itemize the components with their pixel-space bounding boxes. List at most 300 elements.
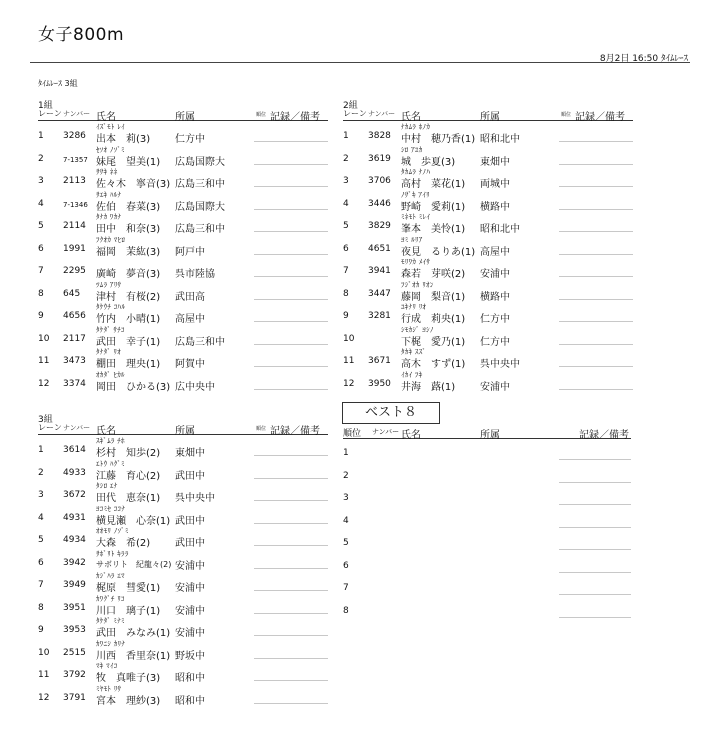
page-title: 女子800m: [38, 25, 125, 45]
athlete-name: 棚田 理央(1): [96, 359, 161, 370]
athlete-name: 大森 希(2): [96, 538, 151, 549]
heat-header: [38, 422, 328, 435]
record-line: [559, 141, 633, 142]
record-line: [254, 209, 328, 210]
affiliation: 安浦中: [175, 605, 205, 617]
entry-row: [38, 145, 328, 168]
name-kana: ｼﾓｶｼﾞ ﾖｼﾉ: [401, 325, 434, 334]
bib-number: 3446: [368, 198, 391, 209]
name-kana: ﾖﾐ ﾙﾘｱ: [401, 235, 423, 244]
affiliation: 呉市陸協: [175, 269, 215, 280]
record-line: [559, 594, 631, 595]
name-kana: ﾐﾈﾓﾄ ﾐﾚｲ: [401, 213, 431, 221]
entry-row: [343, 190, 633, 213]
bib-number: 4933: [63, 467, 86, 478]
name-kana: ﾅｶﾑﾗ ﾎﾉｶ: [401, 123, 431, 131]
header-rank: 順位: [256, 426, 267, 432]
entry-row: [38, 325, 328, 348]
name-kana: ﾂﾑﾗ ｱﾘｻ: [96, 280, 122, 289]
entry-row: [38, 549, 328, 572]
athlete-name: 福岡 茉紘(3): [96, 246, 161, 258]
bib-number: 3374: [63, 378, 86, 389]
affiliation: 横路中: [480, 201, 510, 213]
athlete-name: 宮本 理紗(3): [96, 695, 161, 707]
record-line: [559, 504, 631, 505]
best8-row: [343, 555, 631, 578]
athlete-name: 江藤 育心(2): [96, 470, 161, 482]
name-kana: ﾀﾅﾀﾞ ﾘｵ: [96, 348, 122, 356]
bib-number: 7-1357: [63, 155, 88, 164]
bib-number: 3619: [368, 153, 391, 164]
lane-number: 2: [38, 467, 44, 478]
bib-number: 2295: [63, 266, 86, 276]
record-line: [254, 276, 328, 277]
name-kana: ｶｼﾞﾊﾗ ｴﾏ: [96, 572, 125, 580]
entry-row: [38, 526, 328, 549]
bib-number: 3829: [368, 221, 391, 231]
athlete-name: 城 歩夏(3): [401, 156, 456, 168]
record-line: [254, 455, 328, 456]
entry-row: [38, 370, 328, 393]
name-kana: ﾐﾔﾓﾄ ﾘｻ: [96, 684, 122, 693]
record-line: [559, 572, 631, 573]
best8-row: [343, 442, 631, 465]
header-record: 記録／備考: [270, 112, 320, 123]
athlete-name: 川口 璃子(1): [96, 605, 161, 617]
athlete-name: 森若 芽咲(2): [401, 269, 466, 280]
athlete-name: 津村 有桜(2): [96, 291, 161, 303]
affiliation: 安浦中: [480, 381, 510, 393]
lane-number: 10: [38, 333, 50, 344]
name-kana: ﾀｼﾛ ｴﾅ: [96, 482, 118, 490]
heat-block: [38, 98, 328, 398]
record-line: [254, 141, 328, 142]
athlete-name: 武田 みなみ(1): [96, 628, 171, 639]
record-line: [559, 366, 633, 367]
name-kana: ﾀﾅｶ ﾜｶﾅ: [96, 213, 122, 221]
record-line: [254, 703, 328, 704]
bib-number: 3941: [368, 266, 391, 276]
header-rank: 順位: [343, 429, 362, 439]
entry-row: [38, 504, 328, 527]
bib-number: 3953: [63, 625, 86, 635]
entry-row: [38, 190, 328, 213]
lane-number: 9: [343, 311, 349, 321]
record-line: [559, 459, 631, 460]
record-line: [254, 478, 328, 479]
entry-row: [38, 481, 328, 504]
athlete-name: 佐伯 春菜(3): [96, 201, 161, 213]
lane-number: 6: [343, 243, 349, 254]
header-name: 氏名: [401, 112, 421, 123]
heat-block: [343, 98, 633, 398]
header-record: 記録／備考: [270, 426, 320, 437]
affiliation: 広島三和中: [175, 224, 225, 235]
lane-number: 10: [343, 333, 355, 344]
name-kana: ﾏｷ ﾏｲｺ: [96, 662, 118, 670]
affiliation: 広島国際大: [175, 156, 225, 168]
lane-number: 5: [343, 221, 349, 231]
bib-number: 3706: [368, 176, 391, 186]
affiliation: 東畑中: [480, 156, 510, 168]
affiliation: 武田中: [175, 515, 205, 527]
bib-number: 4934: [63, 535, 86, 545]
lane-number: 5: [38, 221, 44, 231]
entry-row: [38, 167, 328, 190]
athlete-name: 佐々木 寧音(3): [96, 179, 171, 190]
rank-number: 5: [343, 538, 349, 548]
athlete-name: 出本 莉(3): [96, 134, 151, 145]
athlete-name: 高村 菜花(1): [401, 179, 466, 190]
record-line: [254, 254, 328, 255]
name-kana: ｽｷﾞﾑﾗ ﾁﾎ: [96, 437, 125, 445]
entry-row: [38, 616, 328, 639]
athlete-name: 行成 莉央(1): [401, 314, 466, 325]
bib-number: 3951: [63, 602, 86, 613]
header-affiliation: 所属: [480, 112, 500, 123]
best8-row: [343, 532, 631, 555]
entry-row: [343, 235, 633, 258]
header-number: ナンバー: [63, 110, 91, 118]
affiliation: 東畑中: [175, 448, 205, 459]
affiliation: 広中央中: [175, 381, 215, 393]
entry-row: [343, 212, 633, 235]
athlete-name: 田中 和奈(3): [96, 224, 161, 235]
record-line: [254, 658, 328, 659]
affiliation: 仁方中: [175, 134, 205, 145]
header-number: ナンバー: [372, 428, 400, 436]
entry-row: [38, 212, 328, 235]
entry-row: [38, 302, 328, 325]
bib-number: 645: [63, 288, 81, 299]
header-affiliation: 所属: [480, 430, 500, 441]
name-kana: ｵｶﾀﾞ ﾋｶﾙ: [96, 370, 125, 379]
bib-number: 2515: [63, 647, 86, 658]
name-kana: ﾓﾘﾜｶ ﾒｲｻ: [401, 258, 431, 266]
bib-number: 3672: [63, 490, 86, 500]
heat-label: 3組: [38, 415, 53, 425]
heat-header: [38, 108, 328, 121]
record-line: [559, 482, 631, 483]
record-line: [254, 500, 328, 501]
record-line: [559, 231, 633, 232]
name-kana: ﾀｶｷ ｽｽﾞ: [401, 348, 427, 356]
record-line: [254, 299, 328, 300]
athlete-name: 杉村 知歩(2): [96, 448, 161, 459]
affiliation: 武田中: [175, 470, 205, 482]
name-kana: ﾉｻﾞｷ ｱｲﾘ: [401, 190, 430, 199]
lane-number: 2: [343, 153, 349, 164]
entry-row: [343, 280, 633, 303]
bib-number: 2113: [63, 176, 86, 186]
record-line: [559, 254, 633, 255]
heat-block: [38, 412, 328, 712]
bib-number: 3473: [63, 356, 86, 366]
affiliation: 広島三和中: [175, 179, 225, 190]
rank-number: 1: [343, 448, 349, 458]
header-lane: レーン: [38, 109, 62, 118]
athlete-name: 野崎 愛莉(1): [401, 201, 466, 213]
name-kana: ｾｿｵ ﾉｿﾞﾐ: [96, 145, 125, 154]
name-kana: ﾀｹﾀﾞ ﾐﾅﾐ: [96, 617, 125, 625]
header-record: 記録／備考: [575, 112, 625, 123]
athlete-name: 下梶 愛乃(1): [401, 336, 466, 348]
header-number: ナンバー: [368, 110, 396, 118]
best8-row: [343, 600, 631, 623]
lane-number: 8: [343, 288, 349, 299]
athlete-name: 竹内 小晴(1): [96, 314, 161, 325]
name-kana: ｵｵﾓﾘ ﾉｿﾞﾐ: [96, 527, 129, 535]
header-rank: 順位: [256, 112, 267, 118]
lane-number: 6: [38, 243, 44, 254]
entry-row: [38, 684, 328, 707]
best8-row: [343, 465, 631, 488]
record-line: [254, 635, 328, 636]
entry-row: [343, 370, 633, 393]
lane-number: 10: [38, 647, 50, 658]
rank-number: 7: [343, 583, 349, 593]
bib-number: 3792: [63, 670, 86, 680]
athlete-name: 峯本 美怜(1): [401, 224, 466, 235]
affiliation: 武田高: [175, 291, 205, 303]
affiliation: 安浦中: [175, 583, 205, 594]
affiliation: 昭和中: [175, 695, 205, 707]
header-affiliation: 所属: [175, 426, 195, 437]
bib-number: 3949: [63, 580, 86, 590]
header-name: 氏名: [96, 426, 116, 437]
athlete-name: 横見瀬 心奈(1): [96, 515, 171, 527]
name-kana: ﾌｸｵｶ ﾏﾋﾛ: [96, 235, 126, 244]
name-kana: ﾖｺﾐｾ ｺｺﾅ: [96, 504, 126, 513]
bib-number: 2114: [63, 221, 86, 231]
athlete-name: 武田 幸子(1): [96, 336, 161, 348]
lane-number: 11: [343, 356, 355, 366]
lane-number: 1: [343, 131, 349, 141]
entry-row: [343, 325, 633, 348]
entry-row: [343, 302, 633, 325]
lane-number: 1: [38, 445, 44, 455]
header-rule: [30, 62, 690, 63]
affiliation: 高屋中: [480, 246, 510, 258]
entry-row: [38, 257, 328, 280]
affiliation: 阿戸中: [175, 246, 205, 258]
bib-number: 3950: [368, 378, 391, 389]
affiliation: 呉中央中: [175, 493, 215, 504]
bib-number: 3286: [63, 131, 86, 141]
record-line: [254, 568, 328, 569]
affiliation: 高屋中: [175, 314, 205, 325]
best8-header: [343, 426, 631, 439]
entry-row: [38, 235, 328, 258]
affiliation: 昭和北中: [480, 134, 520, 145]
record-line: [559, 186, 633, 187]
bib-number: 3828: [368, 131, 391, 141]
entry-row: [38, 122, 328, 145]
record-line: [254, 545, 328, 546]
lane-number: 12: [343, 378, 355, 389]
entry-row: [343, 257, 633, 280]
athlete-name: 廣崎 夢音(3): [96, 269, 161, 280]
record-line: [254, 389, 328, 390]
athlete-name: 高木 すず(1): [401, 359, 466, 370]
affiliation: 仁方中: [480, 314, 510, 325]
bib-number: 3791: [63, 692, 86, 703]
name-kana: ｼﾛ ｱﾕｶ: [401, 145, 423, 154]
name-kana: ﾀｹﾀﾞ ｻﾁｺ: [96, 325, 125, 334]
bib-number: 3614: [63, 445, 86, 455]
affiliation: 安浦中: [480, 269, 510, 280]
header-name: 氏名: [401, 430, 421, 441]
bib-number: 7-1346: [63, 200, 88, 209]
affiliation: 安浦中: [175, 560, 205, 572]
athlete-name: 妹尾 望美(1): [96, 156, 161, 168]
bib-number: 3942: [63, 557, 86, 568]
lane-number: 6: [38, 557, 44, 568]
bib-number: 3671: [368, 356, 391, 366]
athlete-name: 夜見 るりあ(1): [401, 246, 476, 258]
header-name: 氏名: [96, 112, 116, 123]
record-line: [254, 366, 328, 367]
name-kana: ﾀｶﾑﾗ ﾅﾉﾊ: [401, 168, 431, 176]
athlete-name: 川西 香里奈(1): [96, 650, 171, 662]
entry-row: [343, 145, 633, 168]
lane-number: 3: [343, 176, 349, 186]
bib-number: 4651: [368, 243, 391, 254]
rank-number: 4: [343, 515, 349, 526]
record-line: [254, 321, 328, 322]
heat-label: 2組: [343, 101, 358, 111]
bib-number: 4656: [63, 311, 86, 321]
athlete-name: 岡田 ひかる(3): [96, 381, 171, 393]
best8-row: [343, 510, 631, 533]
lane-number: 12: [38, 378, 50, 389]
lane-number: 2: [38, 153, 44, 164]
name-kana: ｲｽﾞﾓﾄ ﾚｲ: [96, 123, 125, 131]
athlete-name: 井海 蕗(1): [401, 381, 456, 393]
heat-header: [343, 108, 633, 121]
header-rank: 順位: [561, 112, 572, 118]
entry-row: [38, 639, 328, 662]
bib-number: 2117: [63, 333, 86, 344]
record-line: [254, 231, 328, 232]
name-kana: ｻｴｷ ﾊﾙﾅ: [96, 190, 122, 199]
affiliation: 武田中: [175, 538, 205, 549]
affiliation: 呉中央中: [480, 359, 520, 370]
lane-number: 8: [38, 288, 44, 299]
lane-number: 11: [38, 356, 50, 366]
record-line: [254, 344, 328, 345]
entry-row: [38, 594, 328, 617]
lane-number: 9: [38, 625, 44, 635]
record-line: [254, 523, 328, 524]
entry-row: [343, 122, 633, 145]
record-line: [559, 321, 633, 322]
entry-row: [38, 436, 328, 459]
name-kana: ｴﾄｳ ﾊｸﾞﾐ: [96, 459, 125, 468]
record-line: [559, 344, 633, 345]
affiliation: 昭和中: [175, 673, 205, 684]
record-line: [559, 549, 631, 550]
record-line: [559, 299, 633, 300]
record-line: [559, 617, 631, 618]
rank-number: 3: [343, 493, 349, 503]
header-lane: レーン: [38, 423, 62, 432]
name-kana: ｻｻｷ ﾈﾈ: [96, 168, 118, 176]
entry-row: [38, 459, 328, 482]
name-kana: ﾕｷﾅﾘ ﾘｵ: [401, 303, 427, 311]
entry-row: [38, 571, 328, 594]
affiliation: 広島三和中: [175, 336, 225, 348]
lane-number: 12: [38, 692, 50, 703]
race-type: ﾀｲﾑﾚｰｽ 3組: [38, 79, 78, 88]
heat-label: 1組: [38, 101, 53, 111]
record-line: [559, 527, 631, 528]
entry-row: [343, 347, 633, 370]
affiliation: 安浦中: [175, 628, 205, 639]
athlete-name: 梶原 彗愛(1): [96, 583, 161, 594]
bib-number: 1991: [63, 243, 86, 254]
rank-number: 2: [343, 470, 349, 481]
entry-row: [38, 347, 328, 370]
bib-number: 4931: [63, 512, 86, 523]
rank-number: 6: [343, 560, 349, 571]
bib-number: 3447: [368, 288, 391, 299]
bib-number: 3281: [368, 311, 391, 321]
lane-number: 1: [38, 131, 44, 141]
record-line: [559, 276, 633, 277]
affiliation: 野坂中: [175, 650, 205, 662]
best8-label: ベスト８: [342, 402, 440, 424]
record-line: [559, 389, 633, 390]
lane-number: 5: [38, 535, 44, 545]
entry-row: [38, 661, 328, 684]
name-kana: ｲｶｲ ﾌｷ: [401, 370, 423, 379]
header-affiliation: 所属: [175, 112, 195, 123]
lane-number: 7: [38, 580, 44, 590]
name-kana: ﾀｹｳﾁ ｺﾊﾙ: [96, 303, 126, 311]
lane-number: 3: [38, 490, 44, 500]
record-line: [254, 164, 328, 165]
record-line: [254, 613, 328, 614]
header-lane: レーン: [343, 109, 367, 118]
athlete-name: 中村 穂乃香(1): [401, 134, 476, 145]
lane-number: 4: [38, 512, 44, 523]
lane-number: 3: [38, 176, 44, 186]
affiliation: 阿賀中: [175, 359, 205, 370]
affiliation: 両城中: [480, 179, 510, 190]
name-kana: ｻﾎﾞﾘﾄ ｷﾗﾗ: [96, 549, 129, 558]
entry-row: [38, 280, 328, 303]
header-number: ナンバー: [63, 424, 91, 432]
athlete-name: サボリト 紀龍々(2): [96, 559, 172, 569]
header-record: 記録／備考: [579, 430, 629, 441]
record-line: [559, 164, 633, 165]
record-line: [559, 209, 633, 210]
rank-number: 8: [343, 605, 349, 616]
athlete-name: 藤岡 梨音(1): [401, 291, 466, 303]
affiliation: 横路中: [480, 291, 510, 303]
best8-row: [343, 577, 631, 600]
lane-number: 8: [38, 602, 44, 613]
best8-row: [343, 487, 631, 510]
name-kana: ｶﾜｸﾞﾁ ﾘｺ: [96, 594, 125, 603]
lane-number: 7: [38, 266, 44, 276]
date-time: 8月2日 16:50 ﾀｲﾑﾚｰｽ: [599, 54, 688, 64]
name-kana: ﾌｼﾞｵｶ ﾘｵﾝ: [401, 280, 434, 289]
record-line: [254, 680, 328, 681]
affiliation: 広島国際大: [175, 201, 225, 213]
entry-row: [343, 167, 633, 190]
